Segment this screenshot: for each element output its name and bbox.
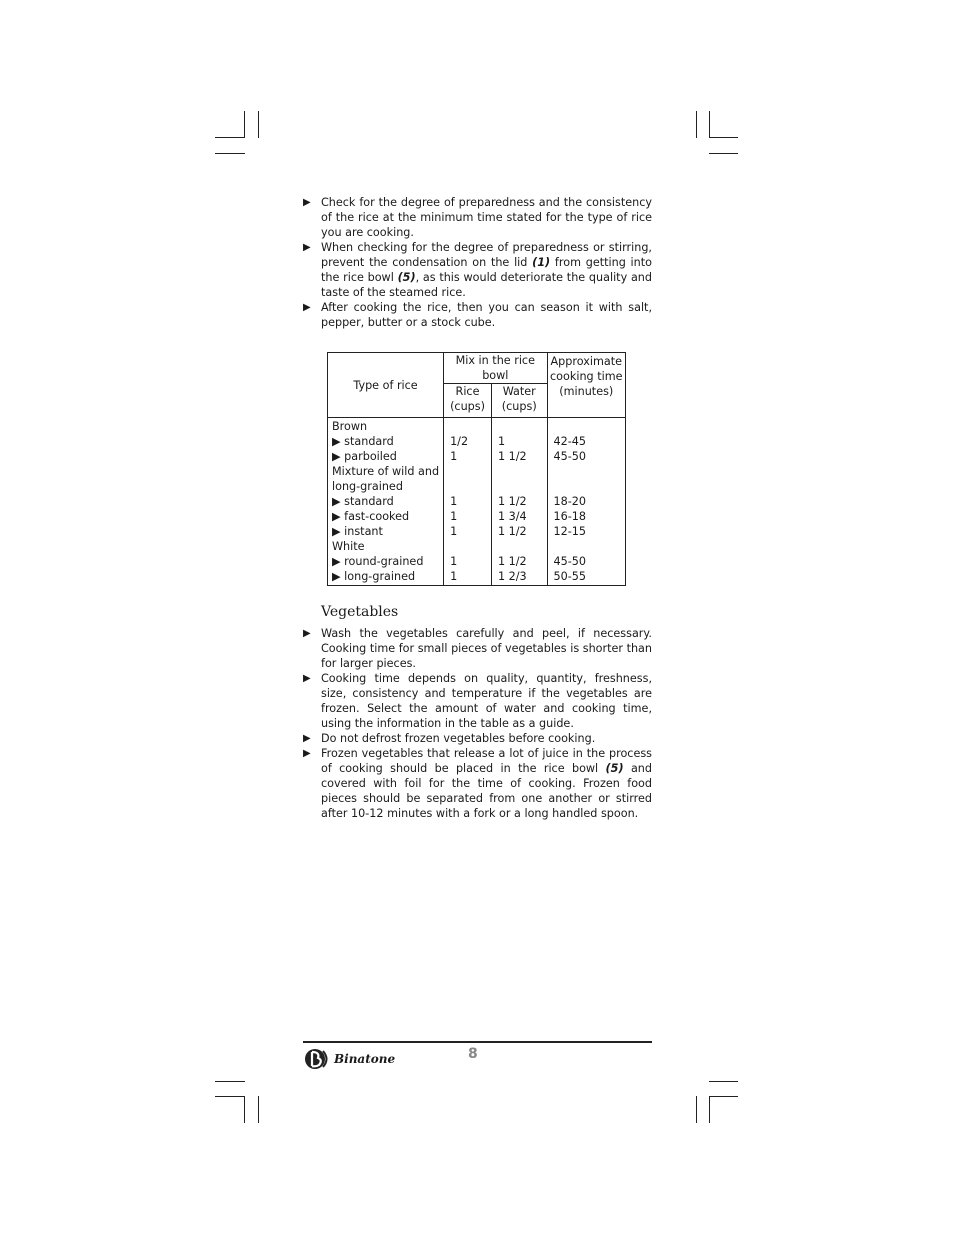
- header-mix: Mix in the rice bowl: [444, 353, 547, 384]
- table-cell-water: 1 3/4: [497, 510, 527, 523]
- crop-mark: [244, 1096, 245, 1123]
- water-column: [491, 418, 547, 586]
- vegetable-tip-item: [303, 746, 652, 821]
- table-cell-time: [554, 419, 621, 434]
- table-cell-water: [498, 479, 543, 494]
- table-cell-time: [554, 464, 621, 479]
- crop-mark: [215, 1096, 245, 1097]
- crop-mark: [709, 1096, 710, 1123]
- table-cell-rice: 1: [450, 570, 458, 583]
- table-cell-rice: [450, 539, 487, 554]
- rice-tips-list: [303, 195, 652, 330]
- rice-cooking-table: [327, 352, 626, 586]
- rice-tip-item: [303, 300, 652, 330]
- table-cell-water: 1: [497, 435, 506, 448]
- bullet-arrow-icon: ▶: [303, 628, 311, 639]
- table-cell-type: White: [332, 540, 365, 553]
- footer-divider: [303, 1041, 652, 1043]
- vegetable-tip-item: [303, 626, 652, 671]
- table-cell-type: long-grained: [332, 480, 403, 493]
- crop-mark: [258, 1096, 259, 1123]
- time-column: [547, 418, 625, 586]
- header-time: [547, 353, 625, 418]
- table-cell-rice: 1: [450, 510, 458, 523]
- type-column: [328, 418, 444, 586]
- table-cell-time: 50-55: [553, 570, 587, 583]
- crop-mark: [696, 1096, 697, 1123]
- table-cell-type: ▶ standard: [332, 495, 394, 508]
- table-cell-type: ▶ long-grained: [332, 570, 416, 583]
- table-cell-rice: 1: [450, 495, 458, 508]
- brand-name: Binatone: [334, 1052, 396, 1066]
- header-rice-label: Rice: [455, 385, 480, 398]
- crop-mark: [215, 137, 245, 138]
- table-cell-water: 1 1/2: [497, 525, 527, 538]
- bullet-arrow-icon: ▶: [303, 302, 311, 313]
- table-cell-time: [554, 479, 621, 494]
- header-water-unit: (cups): [501, 400, 537, 413]
- table-cell-water: 1 1/2: [497, 495, 527, 508]
- table-cell-water: [498, 419, 543, 434]
- table-cell-rice: [450, 479, 487, 494]
- bullet-arrow-icon: ▶: [303, 733, 311, 744]
- header-rice-unit: (cups): [450, 400, 485, 413]
- brand-logo: [303, 1048, 395, 1070]
- vegetable-tip-item: [303, 671, 652, 731]
- table-cell-type: ▶ parboiled: [332, 450, 397, 463]
- table-cell-time: 45-50: [553, 450, 587, 463]
- binatone-logo-icon: [303, 1048, 331, 1070]
- page-number: 8: [468, 1046, 478, 1062]
- table-cell-type: ▶ fast-cooked: [332, 510, 410, 523]
- crop-mark: [709, 1081, 738, 1082]
- crop-mark: [215, 153, 245, 154]
- rice-tip-item: [303, 240, 652, 300]
- rice-tip-text: Check for the degree of preparedness and the consistency of the rice at the minimum time stated for the type of rice you are cooking.: [321, 196, 652, 239]
- table-cell-water: 1 1/2: [497, 555, 527, 568]
- crop-mark: [709, 137, 738, 138]
- header-rice: [444, 384, 492, 418]
- table-cell-type: ▶ standard: [332, 435, 394, 448]
- table-cell-rice: [450, 464, 487, 479]
- table-cell-time: 42-45: [553, 435, 587, 448]
- bullet-arrow-icon: ▶: [303, 673, 311, 684]
- table-cell-water: [498, 539, 543, 554]
- table-cell-time: 16-18: [553, 510, 587, 523]
- header-time-line-3: (minutes): [559, 385, 614, 398]
- vegetable-tip-item: [303, 731, 652, 746]
- crop-mark: [696, 111, 697, 138]
- table-cell-type: Brown: [332, 420, 368, 433]
- crop-mark: [709, 111, 710, 138]
- vegetable-tip-text: Cooking time depends on quality, quantity, freshness, size, consistency and temperature if the vegetables are frozen. Select the amount of water and cooking time, using the information in the table as a guide.: [321, 672, 652, 730]
- crop-mark: [244, 111, 245, 138]
- bullet-arrow-icon: ▶: [303, 748, 311, 759]
- rice-tip-item: [303, 195, 652, 240]
- header-water-label: Water: [502, 385, 536, 398]
- table-cell-rice: [450, 419, 487, 434]
- bullet-arrow-icon: ▶: [303, 197, 311, 208]
- header-type: Type of rice: [328, 353, 444, 418]
- crop-mark: [709, 153, 738, 154]
- table-cell-rice: 1: [450, 450, 458, 463]
- table-cell-type: ▶ instant: [332, 525, 383, 538]
- crop-mark: [709, 1096, 738, 1097]
- table-cell-water: 1 2/3: [497, 570, 527, 583]
- vegetables-heading: Vegetables: [321, 604, 399, 620]
- table-cell-type: Mixture of wild and: [332, 465, 440, 478]
- table-cell-water: [498, 464, 543, 479]
- table-cell-water: 1 1/2: [497, 450, 527, 463]
- crop-mark: [258, 111, 259, 138]
- rice-tip-text: After cooking the rice, then you can season it with salt, pepper, butter or a stock cube.: [321, 301, 652, 329]
- table-cell-type: ▶ round-grained: [332, 555, 424, 568]
- rice-column: [444, 418, 492, 586]
- vegetables-tips-list: [303, 626, 652, 821]
- header-time-line-2: cooking time: [550, 370, 623, 383]
- rice-tip-text: When checking for the degree of preparedness or stirring, prevent the condensation on the lid (1) from getting into the rice bowl (5), as this would deteriorate the quality and taste of the steamed rice.: [321, 241, 652, 299]
- header-time-line-1: Approximate: [550, 355, 622, 368]
- table-cell-rice: 1: [450, 555, 458, 568]
- vegetable-tip-text: Wash the vegetables carefully and peel, if necessary. Cooking time for small pieces of vegetables is shorter than for larger pieces.: [321, 627, 652, 670]
- table-cell-rice: 1: [450, 525, 458, 538]
- crop-mark: [215, 1081, 245, 1082]
- table-cell-time: 12-15: [553, 525, 587, 538]
- table-cell-time: [554, 539, 621, 554]
- header-water: [491, 384, 547, 418]
- table-cell-rice: 1/2: [450, 435, 469, 448]
- bullet-arrow-icon: ▶: [303, 242, 311, 253]
- vegetable-tip-text: Frozen vegetables that release a lot of juice in the process of cooking should be placed in the rice bowl (5) and covered with foil for the time of cooking. Frozen food pieces should be separated from one another or stirred after 10-12 minutes with a fork or a long handled spoon.: [321, 747, 652, 820]
- table-cell-time: 45-50: [553, 555, 587, 568]
- vegetable-tip-text: Do not defrost frozen vegetables before cooking.: [321, 732, 596, 745]
- table-cell-time: 18-20: [553, 495, 587, 508]
